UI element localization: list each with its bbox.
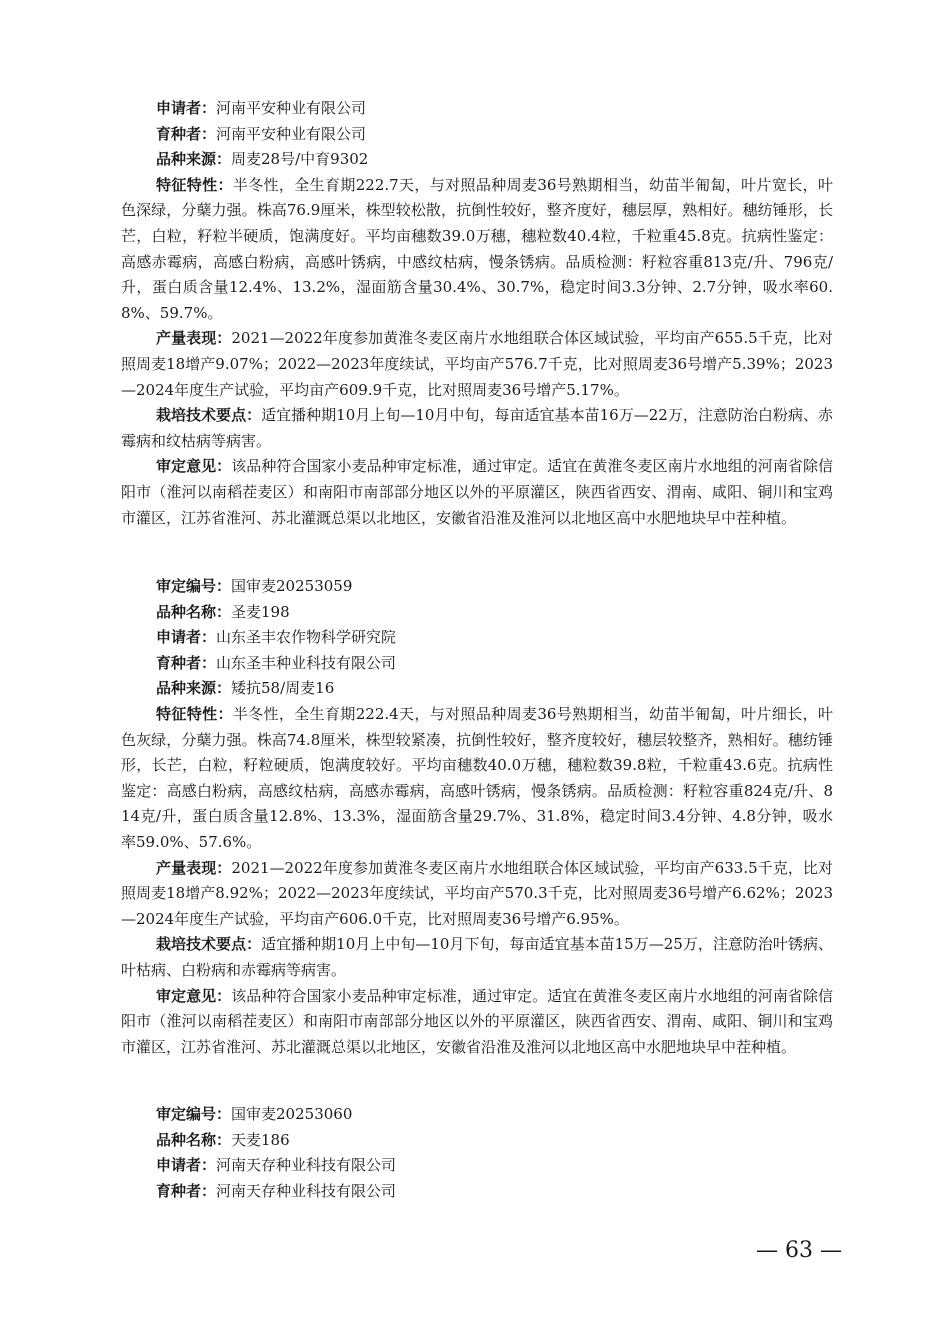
opinion-paragraph xyxy=(121,454,833,531)
origin-value: 周麦28号/中育9302 xyxy=(231,150,369,169)
variety-name-label: 品种名称： xyxy=(156,1130,232,1149)
traits-paragraph xyxy=(121,173,833,327)
breeder-label: 育种者： xyxy=(156,124,217,143)
approval-number-value: 国审麦20253060 xyxy=(231,1105,353,1123)
traits-text: 半冬性，全生育期222.7天，与对照品种周麦36号熟期相当，幼苗半匍匐，叶片宽长，叶色深绿，分蘖力强。株高76.9厘米，株型较松散，抗倒性较好，整齐度好，穗层厚，熟相好。穗纺锤形，长芒，白粒，籽粒半硬质，饱满度好。平均亩穗数39.0万穗，穗粒数40.4粒，千粒重45.8克。抗病性鉴定：高感赤霉病，高感白粉病，高感叶锈病，中感纹枯病，慢条锈病。品质检测：籽粒容重813克/升、796克/升，蛋白质含量12.4%、13.2%，湿面筋含量30.4%、30.7%，稳定时间3.3分钟、2.7分钟，吸水率60.8%、59.7%。 xyxy=(121,175,833,322)
opinion-label: 审定意见： xyxy=(156,457,232,476)
page-number: — 63 — xyxy=(756,1238,842,1263)
breeder-label: 育种者： xyxy=(156,1181,217,1200)
opinion-label: 审定意见： xyxy=(156,986,232,1005)
approval-number-row xyxy=(121,574,833,600)
applicant-value: 河南天存种业科技有限公司 xyxy=(216,1156,397,1175)
breeder-row xyxy=(121,651,833,677)
applicant-row xyxy=(121,625,833,651)
yield-text: 2021—2022年度参加黄淮冬麦区南片水地组联合体区域试验，平均亩产655.5千克，比对照周麦18增产9.07%；2022—2023年度续试，平均亩产576.7千克，比对照周麦36号增产5.39%；2023—2024年度生产试验，平均亩产609.9千克，比对照周麦36号增产5.17%。 xyxy=(121,329,833,399)
origin-label: 品种来源： xyxy=(156,679,232,698)
origin-row xyxy=(121,147,833,173)
cultivation-paragraph xyxy=(121,932,833,983)
yield-paragraph xyxy=(121,856,833,933)
applicant-row xyxy=(121,96,833,122)
traits-paragraph xyxy=(121,702,833,856)
approval-number-value: 国审麦20253059 xyxy=(231,577,353,595)
traits-label: 特征特性： xyxy=(156,175,233,194)
applicant-label: 申请者： xyxy=(156,99,217,117)
opinion-text: 该品种符合国家小麦品种审定标准，通过审定。适宜在黄淮冬麦区南片水地组的河南省除信阳市（淮河以南稻茬麦区）和南阳市南部部分地区以外的平原灌区，陕西省西安、渭南、咸阳、铜川和宝鸡市灌区，江苏省淮河、苏北灌溉总渠以北地区，安徽省沿淮及淮河以北地区高中水肥地块早中茬种植。 xyxy=(121,986,833,1056)
breeder-row xyxy=(121,1179,833,1205)
variety-entry xyxy=(121,574,833,1060)
traits-label: 特征特性： xyxy=(156,704,233,723)
variety-name-label: 品种名称： xyxy=(156,602,232,621)
opinion-paragraph xyxy=(121,984,833,1061)
variety-entry xyxy=(121,96,833,531)
breeder-value: 河南平安种业有限公司 xyxy=(216,124,367,143)
applicant-label: 申请者： xyxy=(156,628,217,647)
approval-number-label: 审定编号： xyxy=(156,577,232,595)
origin-row xyxy=(121,676,833,702)
opinion-text: 该品种符合国家小麦品种审定标准，通过审定。适宜在黄淮冬麦区南片水地组的河南省除信阳市（淮河以南稻茬麦区）和南阳市南部部分地区以外的平原灌区，陕西省西安、渭南、咸阳、铜川和宝鸡市灌区，江苏省淮河、苏北灌溉总渠以北地区，安徽省沿淮及淮河以北地区高中水肥地块早中茬种植。 xyxy=(121,457,833,527)
breeder-row xyxy=(121,122,833,148)
breeder-value: 河南天存种业科技有限公司 xyxy=(216,1181,397,1200)
variety-name-value: 天麦186 xyxy=(231,1130,290,1149)
yield-label: 产量表现： xyxy=(156,858,232,877)
applicant-value: 山东圣丰农作物科学研究院 xyxy=(216,628,397,647)
yield-label: 产量表现： xyxy=(156,329,232,348)
approval-number-row xyxy=(121,1102,833,1128)
variety-name-value: 圣麦198 xyxy=(231,602,290,621)
traits-text: 半冬性，全生育期222.4天，与对照品种周麦36号熟期相当，幼苗半匍匐，叶片细长，叶色灰绿，分蘖力强。株高74.8厘米，株型较紧凑，抗倒性较好，整齐度较好，穗层较整齐，熟相好。穗纺锤形，长芒，白粒，籽粒硬质，饱满度较好。平均亩穗数40.0万穗，穗粒数39.8粒，千粒重43.6克。抗病性鉴定：高感白粉病，高感纹枯病，高感赤霉病，高感叶锈病，慢条锈病。品质检测：籽粒容重824克/升、814克/升，蛋白质含量12.8%、13.3%，湿面筋含量29.7%、31.8%，稳定时间3.4分钟、4.8分钟，吸水率59.0%、57.6%。 xyxy=(121,704,833,851)
applicant-row xyxy=(121,1153,833,1179)
origin-value: 矮抗58/周麦16 xyxy=(231,679,335,698)
applicant-value: 河南平安种业有限公司 xyxy=(216,99,367,117)
breeder-label: 育种者： xyxy=(156,653,217,672)
breeder-value: 山东圣丰种业科技有限公司 xyxy=(216,653,397,672)
yield-paragraph xyxy=(121,326,833,403)
variety-name-row xyxy=(121,600,833,626)
cultivation-label: 栽培技术要点： xyxy=(156,935,262,954)
cultivation-label: 栽培技术要点： xyxy=(156,406,262,425)
applicant-label: 申请者： xyxy=(156,1156,217,1175)
cultivation-paragraph xyxy=(121,403,833,454)
yield-text: 2021—2022年度参加黄淮冬麦区南片水地组联合体区域试验，平均亩产633.5千克，比对照周麦18增产8.92%；2022—2023年度续试，平均亩产570.3千克，比对照周麦36号增产6.62%；2023—2024年度生产试验，平均亩产606.0千克，比对照周麦36号增产6.95%。 xyxy=(121,858,833,928)
cultivation-text: 适宜播种期10月上中旬—10月下旬，每亩适宜基本苗15万—25万，注意防治叶锈病、叶枯病、白粉病和赤霉病等病害。 xyxy=(121,935,833,979)
cultivation-text: 适宜播种期10月上旬—10月中旬，每亩适宜基本苗16万—22万，注意防治白粉病、赤霉病和纹枯病等病害。 xyxy=(121,406,833,450)
approval-number-label: 审定编号： xyxy=(156,1105,232,1123)
variety-name-row xyxy=(121,1128,833,1154)
variety-entry xyxy=(121,1102,833,1204)
origin-label: 品种来源： xyxy=(156,150,232,169)
